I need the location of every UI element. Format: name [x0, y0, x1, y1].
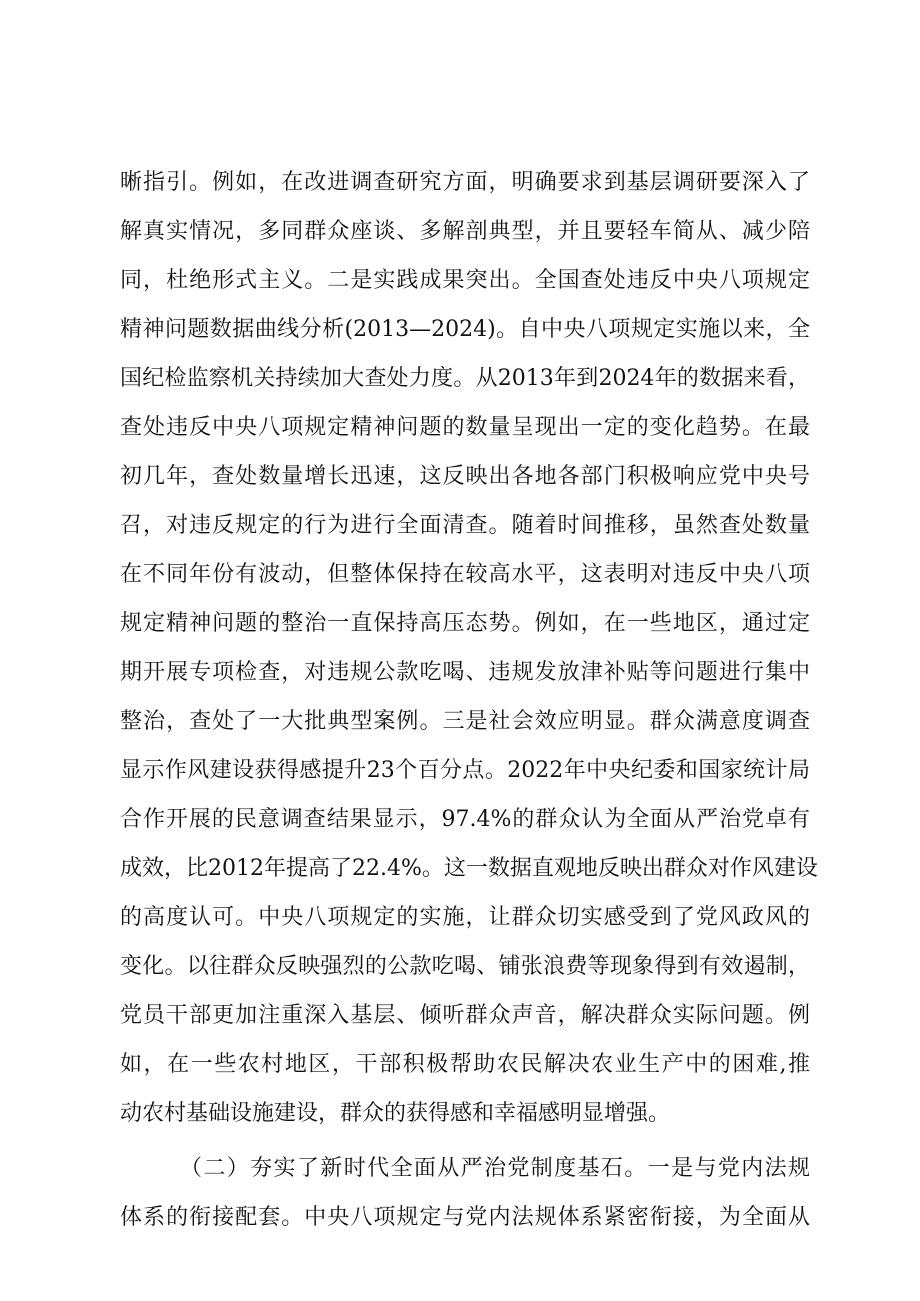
text-line: 初几年，查处数量增长迅速，这反映出各地各部门积极响应党中央号 [120, 464, 810, 489]
text-line: 同，杜绝形式主义。二是实践成果突出。全国查处违反中央八项规定 [120, 268, 810, 293]
text-line: 如，在一些农村地区，干部积极帮助农民解决农业生产中的困难,推 [120, 1052, 810, 1077]
text-line: 规定精神问题的整治一直保持高压态势。例如，在一些地区，通过定 [120, 611, 810, 636]
text-line: 体系的衔接配套。中央八项规定与党内法规体系紧密衔接，为全面从 [120, 1205, 810, 1230]
text-line: 显示作风建设获得感提升23个百分点。2022年中央纪委和国家统计局 [120, 758, 810, 783]
text-line: 在不同年份有波动，但整体保持在较高水平，这表明对违反中央八项 [120, 562, 810, 587]
text-line: 党员干部更加注重深入基层、倾听群众声音，解决群众实际问题。例 [120, 1003, 810, 1028]
text-line: 召，对违反规定的行为进行全面清查。随着时间推移，虽然查处数量 [120, 513, 810, 538]
text-line: 晰指引。例如，在改进调查研究方面，明确要求到基层调研要深入了 [120, 170, 810, 195]
text-line: （二）夯实了新时代全面从严治党制度基石。一是与党内法规 [180, 1156, 810, 1181]
paragraph-2 [120, 1144, 810, 1242]
body-text [120, 158, 818, 1242]
text-line: 合作开展的民意调查结果显示，97.4%的群众认为全面从严治党卓有 [120, 807, 810, 832]
text-line: 整治，查处了一大批典型案例。三是社会效应明显。群众满意度调查 [120, 709, 810, 734]
text-line: 精神问题数据曲线分析(2013—2024)。自中央八项规定实施以来，全 [120, 317, 810, 342]
text-line: 期开展专项检查，对违规公款吃喝、违规发放津补贴等问题进行集中 [120, 660, 810, 685]
text-line: 变化。以往群众反映强烈的公款吃喝、铺张浪费等现象得到有效遏制， [120, 954, 810, 979]
text-line: 的高度认可。中央八项规定的实施，让群众切实感受到了党风政风的 [120, 905, 810, 930]
text-line: 解真实情况，多同群众座谈、多解剖典型，并且要轻车简从、减少陪 [120, 219, 810, 244]
text-line: 成效，比2012年提高了22.4%。这一数据直观地反映出群众对作风建设 [120, 856, 818, 881]
text-line: 国纪检监察机关持续加大查处力度。从2013年到2024年的数据来看， [120, 366, 810, 391]
text-line: 动农村基础设施建设，群众的获得感和幸福感明显增强。 [120, 1101, 671, 1126]
text-line: 查处违反中央八项规定精神问题的数量呈现出一定的变化趋势。在最 [120, 415, 810, 440]
paragraph-1 [120, 158, 818, 1138]
